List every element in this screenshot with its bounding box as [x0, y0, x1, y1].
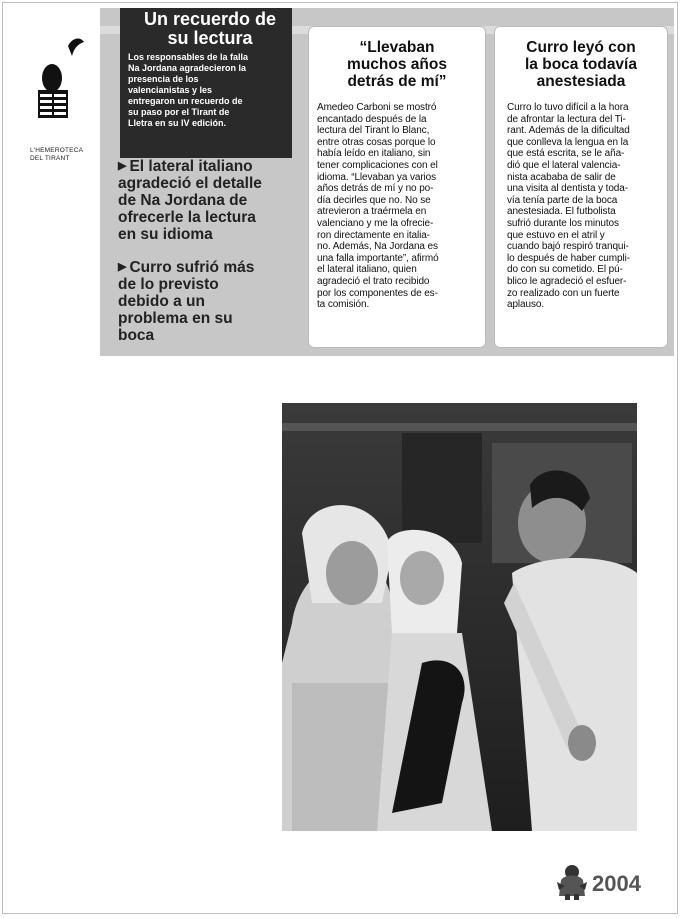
text-line: ta comisión.: [317, 299, 370, 311]
text-line: nista acababa de salir de: [507, 171, 616, 183]
text-line: encantado después de la: [317, 113, 427, 125]
text-line: una falla importante”, afirmó: [317, 252, 439, 264]
text-line: anestesiada. El futbolista: [507, 206, 616, 218]
text-line: entregaron un recuerdo de: [128, 96, 243, 106]
bullet-line: Curro sufrió más: [129, 259, 255, 276]
bullet-line: en su idioma: [118, 226, 213, 243]
text-line: de afrontar la lectura del Ti-: [507, 113, 626, 125]
text-line: Lletra en su IV edición.: [128, 118, 227, 128]
title-line: la boca todavía: [525, 56, 637, 73]
text-line: que estuvo en el atril y: [507, 229, 605, 241]
title-line: anestesiada: [536, 73, 626, 90]
mascot-icon: [555, 862, 589, 900]
article-title: [309, 39, 485, 90]
sidebar-box: [120, 8, 292, 158]
text-line: valenciano y me la ofrecie-: [317, 217, 434, 229]
bullet-line: boca: [118, 327, 155, 344]
text-line: Na Jordana agradecieron la: [128, 63, 247, 73]
text-line: vía tenía parte de la boca: [507, 194, 618, 206]
title-line: “Llevaban: [359, 39, 435, 56]
text-line: el lateral italiano, quien: [317, 264, 417, 276]
bullet-line: El lateral italiano: [129, 158, 253, 175]
text-line: zo realizado con un fuerte: [507, 287, 620, 299]
logo-caption: [30, 147, 100, 163]
text-line: su paso por el Tirant de: [128, 107, 230, 117]
text-line: valencianistas y les: [128, 85, 213, 95]
title-line: su lectura: [167, 28, 253, 48]
triangle-bullet-icon: ▶: [118, 261, 127, 273]
text-line: do con su cometido. El pú-: [507, 264, 623, 276]
article-title: [495, 39, 667, 90]
triangle-bullet-icon: ▶: [118, 160, 127, 172]
newspaper-clipping: [100, 8, 674, 356]
text-line: agradeció el trato recibido: [317, 275, 430, 287]
title-line: Un recuerdo de: [143, 9, 277, 29]
text-line: cuando bajó respiró tranqui-: [507, 241, 629, 253]
article-curro: [494, 26, 668, 348]
text-line: una visita al dentista y toda-: [507, 183, 628, 195]
text-line: idioma. “Llevaban ya varios: [317, 171, 437, 183]
text-line: día decirles que no. No se: [317, 194, 431, 206]
text-line: aplauso.: [507, 299, 545, 311]
bullet-line: de Na Jordana de: [118, 192, 248, 209]
text-line: ron directamente en italia-: [317, 229, 430, 241]
text-line: Amedeo Carboni se mostró: [317, 102, 437, 113]
text-line: no. Además, Na Jordana es: [317, 241, 438, 253]
text-line: entre otras cosas porque lo: [317, 136, 436, 148]
article-photo: [282, 403, 637, 831]
bullet-highlight: [118, 259, 298, 344]
text-line: presencia de los: [128, 74, 199, 84]
text-line: que está escrita, se le aña-: [507, 148, 625, 160]
bullet-line: problema en su: [118, 310, 233, 327]
text-line: había leído en italiano, sin: [317, 148, 431, 160]
text-line: años detrás de mí y no po-: [317, 183, 434, 195]
text-line: tener complicaciones con el: [317, 159, 438, 171]
text-line: rant. Además de la dificultad: [507, 125, 630, 137]
bullet-line: de lo previsto: [118, 276, 219, 293]
title-line: detrás de mí”: [347, 73, 447, 90]
article-carboni: [308, 26, 486, 348]
article-body: [507, 102, 630, 311]
text-line: lectura del Tirant lo Blanc,: [317, 125, 430, 137]
text-line: atrevieron a traérmela en: [317, 206, 427, 218]
text-line: Los responsables de la falla: [128, 52, 249, 62]
footer-year: 2004: [592, 871, 641, 896]
bullet-highlight: [118, 158, 298, 243]
text-line: que conlleva la lengua en la: [507, 136, 629, 148]
text-line: dió que el lateral valencia-: [507, 159, 621, 171]
logo-caption-line: L'HEMEROTECA: [30, 147, 84, 154]
text-line: Curro lo tuvo difícil a la hora: [507, 102, 629, 113]
bullet-line: agradeció el detalle: [118, 175, 262, 192]
bullet-line: debido a un: [118, 293, 205, 310]
title-line: muchos años: [347, 56, 447, 73]
text-line: sufrió durante los minutos: [507, 217, 619, 229]
text-line: por los componentes de es-: [317, 287, 438, 299]
sidebar-title: [130, 10, 290, 48]
sidebar-intro: [128, 52, 288, 129]
article-body: [317, 102, 439, 311]
text-line: blico le agradeció el esfuer-: [507, 275, 627, 287]
bullet-line: ofrecerle la lectura: [118, 209, 256, 226]
logo-caption-line: DEL TIRANT: [30, 155, 70, 162]
title-line: Curro leyó con: [526, 39, 636, 56]
text-line: lo después de haber cumpli-: [507, 252, 630, 264]
